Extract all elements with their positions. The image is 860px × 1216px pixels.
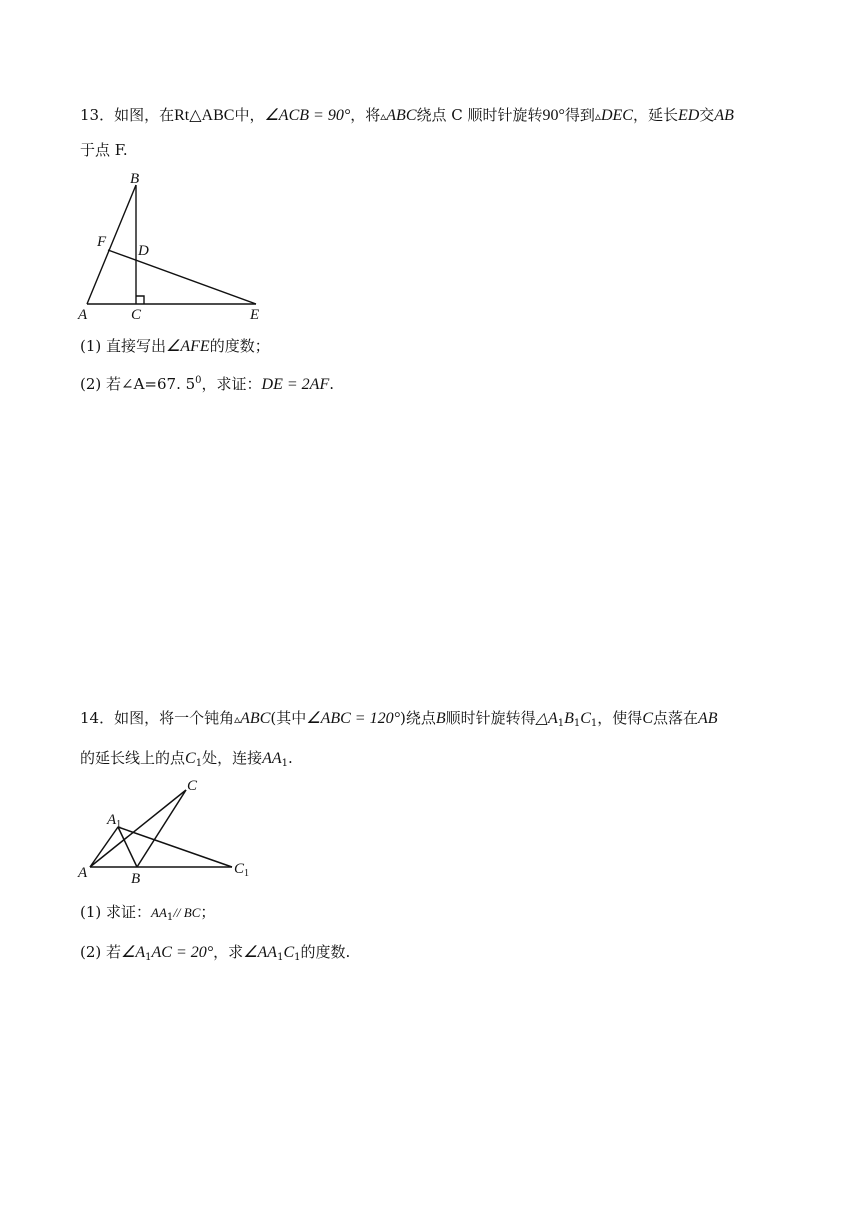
label-c: C — [131, 307, 142, 323]
problem-13-line-2: 于点 F. — [80, 141, 128, 159]
problem-number: 13． — [80, 106, 115, 124]
problem-14-line-2: 的延长线上的点$C_1$处，连接$AA_1$. — [80, 749, 293, 769]
problem-number: 14． — [80, 709, 115, 727]
triangle-symbol: ▵ — [234, 712, 241, 726]
segment-b-c — [137, 790, 186, 867]
label-f: F — [97, 234, 107, 250]
label-e: E — [250, 307, 260, 323]
label-a1: $A_1$ — [107, 812, 122, 830]
question-13-1: (1) 直接写出∠AFE的度数； — [80, 337, 270, 355]
triangle-symbol: ▵ — [594, 109, 601, 123]
segment-a1-c1 — [118, 827, 232, 867]
right-angle-mark — [136, 296, 144, 304]
problem-13-questions — [80, 329, 785, 402]
segment-ab — [87, 185, 136, 304]
label-b: B — [130, 171, 140, 187]
figure-13 — [75, 168, 275, 328]
label-a: A — [78, 307, 88, 323]
label-d: D — [138, 243, 149, 259]
segment-fe — [108, 250, 256, 304]
question-13-2: (2) 若∠A=67. $5^0$，求证：DE = 2AF. — [80, 375, 334, 393]
problem-14-questions — [80, 895, 785, 975]
segment-a-c — [90, 790, 186, 867]
label-c1: $C_1$ — [234, 861, 250, 879]
problem-13 — [80, 98, 785, 167]
question-14-2: (2) 若$\angle A_1AC = 20^\circ$，求$\angle AA_1C_1$的度数. — [80, 943, 351, 963]
label-b: B — [131, 871, 141, 887]
problem-14-line-1: 14．如图，将一个钝角▵ABC(其中∠ABC = 120°)绕点B顺时针旋转得$\triangle A_1B_1C_1$，使得C点落在AB — [80, 709, 718, 729]
figure-14 — [75, 770, 265, 890]
label-c: C — [187, 778, 198, 794]
triangle-symbol: ▵ — [380, 109, 387, 123]
angle-acb: ∠ACB = 90° — [264, 107, 351, 124]
question-14-1: (1) 求证：$AA_1//$ BC； — [80, 903, 216, 923]
rt-triangle-abc: Rt△ABC — [174, 107, 235, 124]
label-a: A — [78, 865, 88, 881]
problem-14 — [80, 701, 785, 781]
problem-13-line-1: 13．如图，在Rt△ABC中，∠ACB = 90°，将▵ABC绕点 C 顺时针旋转90°得到▵DEC，延长ED交AB — [80, 106, 734, 124]
